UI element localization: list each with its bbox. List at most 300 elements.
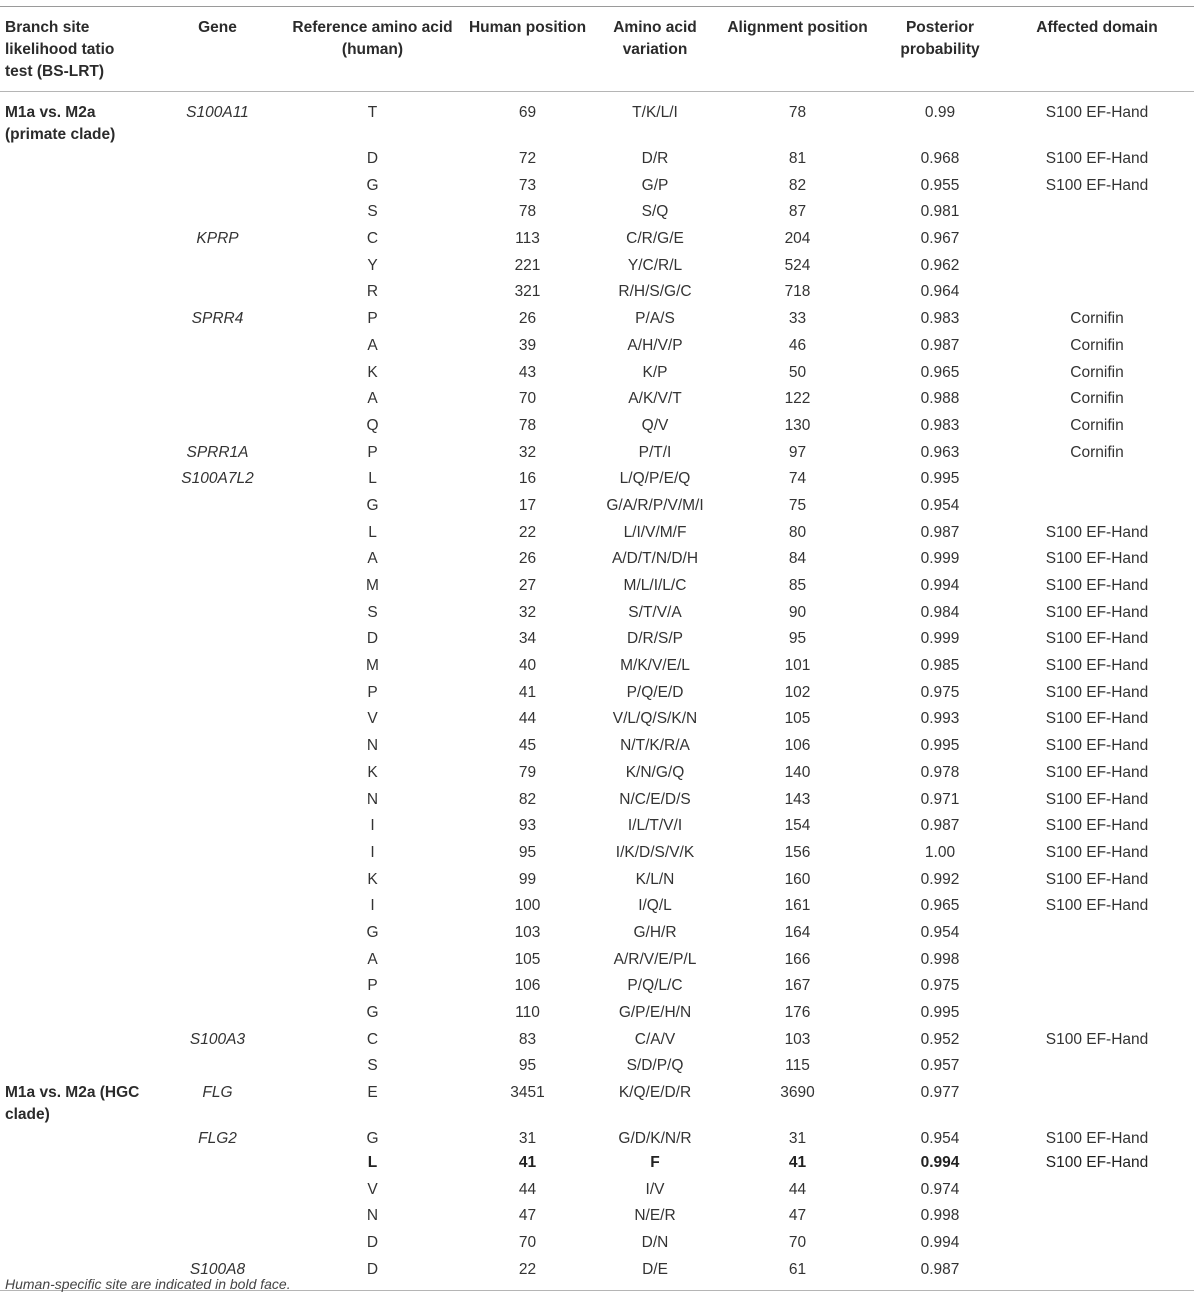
human-position-cell: 99 [518, 870, 537, 888]
posterior-probability-cell: 0.975 [920, 683, 960, 701]
table-row [0, 733, 1194, 760]
bs-lrt-cell [0, 386, 150, 413]
human-position-cell: 45 [518, 737, 537, 755]
affected-domain-cell [1000, 199, 1194, 226]
table-row [0, 466, 1194, 493]
human-position-cell: 79 [518, 763, 537, 781]
amino-acid-variation-cell: K/N/G/Q [625, 763, 685, 781]
amino-acid-variation-cell: T/K/L/I [632, 104, 678, 121]
bs-lrt-cell [0, 306, 150, 333]
reference-amino-acid-cell: V [367, 710, 378, 728]
table-row [0, 973, 1194, 1000]
human-position-cell: 73 [518, 176, 537, 194]
bs-lrt-cell [0, 226, 150, 253]
posterior-probability-cell: 0.975 [920, 977, 960, 995]
human-position-cell: 31 [518, 1130, 537, 1148]
table-row [0, 306, 1194, 333]
bs-lrt-cell [0, 199, 150, 226]
reference-amino-acid-cell: A [367, 390, 378, 408]
bs-lrt-cell [0, 653, 150, 680]
amino-acid-variation-cell: P/T/I [638, 443, 672, 461]
posterior-probability-cell: 0.954 [920, 1130, 960, 1148]
human-position-cell: 32 [518, 603, 537, 621]
gene-cell [150, 413, 285, 440]
posterior-probability-cell: 0.954 [920, 496, 960, 514]
affected-domain-cell: Cornifin [1070, 310, 1124, 328]
table-row [0, 1000, 1194, 1027]
table-row [0, 760, 1194, 787]
alignment-position-cell: 524 [784, 256, 811, 274]
affected-domain-cell [1000, 1080, 1194, 1126]
alignment-position-cell: 90 [788, 603, 807, 621]
gene-cell [150, 840, 285, 867]
reference-amino-acid-cell: I [370, 843, 375, 861]
posterior-probability-cell: 0.992 [920, 870, 960, 888]
bs-lrt-cell [0, 787, 150, 814]
posterior-probability-cell: 0.977 [920, 1084, 960, 1102]
gene-cell [150, 1150, 285, 1177]
table-row [0, 1177, 1194, 1204]
affected-domain-cell: Cornifin [1070, 390, 1124, 408]
table-row [0, 893, 1194, 920]
gene-cell [150, 867, 285, 894]
posterior-probability-cell: 0.968 [920, 150, 960, 167]
human-position-cell: 16 [518, 470, 537, 488]
table-row [0, 92, 1194, 147]
amino-acid-variation-cell: K/P [642, 363, 668, 381]
bs-lrt-cell [0, 440, 150, 467]
affected-domain-cell: S100 EF-Hand [1045, 577, 1149, 594]
human-position-cell: 106 [514, 977, 541, 995]
bs-lrt-cell [0, 1150, 150, 1177]
amino-acid-variation-cell: S/Q [641, 203, 669, 221]
gene-cell [150, 1203, 285, 1230]
gene-cell [150, 680, 285, 707]
header-amino-acid-variation: Amino acid variation [595, 7, 715, 92]
amino-acid-variation-cell: I/V [645, 1180, 665, 1198]
human-position-cell: 100 [514, 897, 541, 915]
posterior-probability-cell: 0.998 [920, 1207, 960, 1225]
affected-domain-cell [1000, 466, 1194, 493]
alignment-position-cell: 140 [784, 763, 811, 781]
amino-acid-variation-cell: V/L/Q/S/K/N [612, 710, 698, 728]
human-position-cell: 22 [518, 523, 537, 541]
bs-lrt-cell [0, 893, 150, 920]
table-row [0, 360, 1194, 387]
posterior-probability-cell: 0.994 [920, 1234, 960, 1252]
gene-cell [150, 733, 285, 760]
amino-acid-variation-cell: K/Q/E/D/R [618, 1084, 692, 1102]
posterior-probability-cell: 0.99 [924, 104, 956, 121]
human-position-cell: 72 [518, 150, 537, 167]
alignment-position-cell: 204 [784, 230, 811, 248]
amino-acid-variation-cell: K/L/N [635, 870, 675, 888]
alignment-position-cell: 154 [784, 817, 811, 835]
reference-amino-acid-cell: A [367, 550, 378, 568]
affected-domain-cell: S100 EF-Hand [1045, 104, 1149, 121]
alignment-position-cell: 97 [788, 443, 807, 461]
table-row [0, 1027, 1194, 1054]
reference-amino-acid-cell: A [367, 336, 378, 354]
bs-lrt-cell [0, 520, 150, 547]
alignment-position-cell: 115 [785, 1057, 810, 1075]
posterior-probability-cell: 0.983 [920, 310, 960, 328]
human-position-cell: 27 [518, 577, 537, 594]
posterior-probability-cell: 0.965 [920, 897, 960, 915]
header-alignment-position: Alignment position [715, 7, 880, 92]
reference-amino-acid-cell: C [366, 230, 379, 248]
amino-acid-variation-cell: G/D/K/N/R [618, 1130, 692, 1148]
alignment-position-cell: 61 [715, 1257, 880, 1290]
posterior-probability-cell: 0.974 [920, 1180, 960, 1198]
reference-amino-acid-cell: R [366, 283, 379, 301]
table-row [0, 520, 1194, 547]
gene-cell [150, 386, 285, 413]
bs-lrt-cell [0, 1053, 150, 1080]
header-bs-lrt: Branch site likelihood tatio test (BS-LRT) [0, 7, 150, 92]
affected-domain-cell [1000, 1230, 1194, 1257]
alignment-position-cell: 33 [788, 310, 807, 328]
affected-domain-cell: S100 EF-Hand [1045, 870, 1149, 888]
gene-cell [150, 600, 285, 627]
posterior-probability-cell: 1.00 [924, 843, 956, 861]
gene-cell: KPRP [196, 230, 239, 248]
gene-cell [150, 199, 285, 226]
posterior-probability-cell: 0.971 [920, 790, 960, 808]
posterior-probability-cell: 0.957 [920, 1057, 960, 1075]
reference-amino-acid-cell: V [367, 1180, 378, 1198]
affected-domain-cell: S100 EF-Hand [1045, 630, 1149, 648]
gene-cell [150, 920, 285, 947]
gene-cell [150, 787, 285, 814]
gene-cell [150, 973, 285, 1000]
amino-acid-variation-cell: M/K/V/E/L [620, 657, 690, 675]
alignment-position-cell: 156 [784, 843, 811, 861]
affected-domain-cell: Cornifin [1070, 443, 1124, 461]
table-row [0, 706, 1194, 733]
bs-lrt-cell: M1a vs. M2a (HGC clade) [5, 1084, 140, 1124]
table-row [0, 1150, 1194, 1177]
bs-lrt-cell [0, 600, 150, 627]
alignment-position-cell: 80 [788, 523, 807, 541]
human-position-cell: 41 [518, 1154, 537, 1172]
reference-amino-acid-cell: L [368, 523, 377, 541]
table-row [0, 813, 1194, 840]
posterior-probability-cell: 0.994 [920, 1154, 960, 1172]
table-row [0, 947, 1194, 974]
posterior-probability-cell: 0.994 [920, 577, 960, 594]
affected-domain-cell [1000, 1000, 1194, 1027]
alignment-position-cell: 143 [784, 790, 811, 808]
amino-acid-variation-cell: Q/V [641, 416, 669, 434]
bs-lrt-cell [0, 947, 150, 974]
amino-acid-variation-cell: I/L/T/V/I [627, 817, 683, 835]
alignment-position-cell: 718 [784, 283, 811, 301]
gene-cell [150, 760, 285, 787]
alignment-position-cell: 101 [784, 657, 811, 675]
reference-amino-acid-cell: C [366, 1030, 379, 1048]
gene-cell: SPRR4 [191, 310, 244, 328]
amino-acid-variation-cell: M/L/I/L/C [623, 577, 687, 594]
posterior-probability-cell: 0.995 [920, 470, 960, 488]
amino-acid-variation-cell: R/H/S/G/C [618, 283, 692, 301]
positive-selection-table [0, 6, 1194, 1291]
alignment-position-cell: 82 [788, 176, 807, 194]
affected-domain-cell: S100 EF-Hand [1045, 1130, 1149, 1148]
alignment-position-cell: 74 [788, 470, 807, 488]
human-position-cell: 113 [515, 230, 540, 248]
alignment-position-cell: 75 [788, 496, 807, 514]
gene-cell [150, 333, 285, 360]
bs-lrt-cell [0, 680, 150, 707]
amino-acid-variation-cell: N/E/R [634, 1207, 676, 1225]
table-row [0, 333, 1194, 360]
bs-lrt-cell [0, 253, 150, 280]
bs-lrt-cell [0, 279, 150, 306]
affected-domain-cell: S100 EF-Hand [1045, 523, 1149, 541]
gene-cell: FLG2 [198, 1130, 237, 1148]
reference-amino-acid-cell: D [366, 150, 379, 167]
human-position-cell: 26 [518, 550, 537, 568]
affected-domain-cell [1000, 947, 1194, 974]
human-position-cell: 43 [518, 363, 537, 381]
amino-acid-variation-cell: A/D/T/N/D/H [611, 550, 699, 568]
table-row [0, 253, 1194, 280]
human-position-cell: 105 [514, 950, 541, 968]
reference-amino-acid-cell: M [366, 657, 379, 675]
alignment-position-cell: 87 [788, 203, 807, 221]
alignment-position-cell: 122 [784, 390, 811, 408]
amino-acid-variation-cell: A/R/V/E/P/L [613, 950, 697, 968]
affected-domain-cell: S100 EF-Hand [1045, 1030, 1149, 1048]
bs-lrt-cell [0, 920, 150, 947]
affected-domain-cell: S100 EF-Hand [1045, 843, 1149, 861]
affected-domain-cell [1000, 279, 1194, 306]
alignment-position-cell: 166 [784, 950, 811, 968]
reference-amino-acid-cell: L [368, 470, 377, 488]
posterior-probability-cell: 0.988 [920, 390, 960, 408]
table-row [0, 1203, 1194, 1230]
posterior-probability-cell: 0.965 [920, 363, 960, 381]
reference-amino-acid-cell: L [367, 1154, 378, 1172]
human-position-cell: 93 [518, 817, 537, 835]
bs-lrt-cell [0, 1203, 150, 1230]
alignment-position-cell: 47 [788, 1207, 807, 1225]
reference-amino-acid-cell: A [367, 950, 378, 968]
posterior-probability-cell: 0.985 [920, 657, 960, 675]
gene-cell [150, 1053, 285, 1080]
header-human-position: Human position [460, 7, 595, 92]
table-row [0, 573, 1194, 600]
amino-acid-variation-cell: N/C/E/D/S [619, 790, 691, 808]
affected-domain-cell: Cornifin [1070, 363, 1124, 381]
reference-amino-acid-cell: K [367, 763, 378, 781]
amino-acid-variation-cell: D/R [641, 150, 669, 167]
alignment-position-cell: 95 [788, 630, 807, 648]
affected-domain-cell: S100 EF-Hand [1045, 897, 1149, 915]
reference-amino-acid-cell: G [366, 1004, 379, 1021]
amino-acid-variation-cell: S/D/P/Q [626, 1057, 684, 1075]
table-row [0, 600, 1194, 627]
human-position-cell: 22 [460, 1257, 595, 1290]
affected-domain-cell [1000, 1257, 1194, 1290]
alignment-position-cell: 84 [788, 550, 807, 568]
alignment-position-cell: 31 [788, 1130, 807, 1148]
reference-amino-acid-cell: N [366, 737, 379, 755]
human-position-cell: 110 [515, 1004, 540, 1021]
reference-amino-acid-cell: P [367, 443, 378, 461]
posterior-probability-cell: 0.981 [920, 203, 960, 221]
affected-domain-cell: S100 EF-Hand [1045, 683, 1149, 701]
bs-lrt-cell [0, 706, 150, 733]
posterior-probability-cell: 0.999 [920, 550, 960, 568]
human-position-cell: 221 [514, 256, 541, 274]
affected-domain-cell: S100 EF-Hand [1045, 176, 1149, 194]
affected-domain-cell: S100 EF-Hand [1045, 550, 1149, 568]
amino-acid-variation-cell: L/Q/P/E/Q [619, 470, 691, 488]
reference-amino-acid-cell: T [367, 104, 378, 121]
human-position-cell: 41 [518, 683, 537, 701]
human-position-cell: 83 [518, 1030, 537, 1048]
header-posterior-probability: Posterior probability [880, 7, 1000, 92]
human-position-cell: 34 [518, 630, 537, 648]
human-position-cell: 44 [518, 710, 537, 728]
amino-acid-variation-cell: F [650, 1154, 660, 1172]
bs-lrt-cell [0, 493, 150, 520]
table-row [0, 653, 1194, 680]
gene-cell [150, 1000, 285, 1027]
gene-cell [150, 653, 285, 680]
bs-lrt-cell [0, 760, 150, 787]
human-position-cell: 78 [518, 203, 537, 221]
amino-acid-variation-cell: I/K/D/S/V/K [615, 843, 695, 861]
human-position-cell: 70 [518, 1234, 537, 1252]
table-row [0, 173, 1194, 200]
table-row [0, 1080, 1194, 1126]
reference-amino-acid-cell: P [367, 683, 378, 701]
reference-amino-acid-cell: M [366, 577, 379, 594]
bs-lrt-cell [0, 1000, 150, 1027]
human-position-cell: 95 [518, 1057, 537, 1075]
reference-amino-acid-cell: I [370, 897, 375, 915]
affected-domain-cell: S100 EF-Hand [1045, 603, 1149, 621]
bs-lrt-cell [0, 867, 150, 894]
alignment-position-cell: 85 [788, 577, 807, 594]
bs-lrt-cell [0, 626, 150, 653]
table-row [0, 867, 1194, 894]
human-position-cell: 3451 [510, 1084, 545, 1102]
bs-lrt-cell [0, 146, 150, 173]
table-row [0, 493, 1194, 520]
gene-cell [150, 573, 285, 600]
table-row [0, 199, 1194, 226]
gene-cell [150, 360, 285, 387]
bs-lrt-cell [0, 466, 150, 493]
reference-amino-acid-cell: Y [367, 256, 378, 274]
bs-lrt-cell [0, 1126, 150, 1150]
table-row [0, 440, 1194, 467]
table-row [0, 146, 1194, 173]
gene-cell [150, 706, 285, 733]
posterior-probability-cell: 0.987 [920, 336, 960, 354]
gene-cell [150, 173, 285, 200]
amino-acid-variation-cell: G/P [641, 176, 669, 194]
table-row [0, 279, 1194, 306]
affected-domain-cell [1000, 493, 1194, 520]
gene-cell [150, 493, 285, 520]
alignment-position-cell: 3690 [780, 1084, 815, 1102]
reference-amino-acid-cell: Q [366, 416, 379, 434]
amino-acid-variation-cell: G/P/E/H/N [618, 1004, 692, 1021]
amino-acid-variation-cell: Y/C/R/L [627, 256, 683, 274]
reference-amino-acid-cell: G [366, 496, 379, 514]
gene-cell [150, 893, 285, 920]
affected-domain-cell [1000, 1203, 1194, 1230]
alignment-position-cell: 160 [784, 870, 811, 888]
bs-lrt-cell [0, 813, 150, 840]
amino-acid-variation-cell: D/R/S/P [627, 630, 683, 648]
table-row [0, 386, 1194, 413]
header-reference-amino-acid: Reference amino acid (human) [285, 7, 460, 92]
reference-amino-acid-cell: G [366, 176, 379, 194]
human-position-cell: 39 [518, 336, 537, 354]
bs-lrt-cell [0, 546, 150, 573]
affected-domain-cell [1000, 253, 1194, 280]
amino-acid-variation-cell: L/I/V/M/F [623, 523, 687, 541]
human-position-cell: 103 [514, 923, 541, 941]
amino-acid-variation-cell: A/H/V/P [627, 336, 683, 354]
alignment-position-cell: 164 [784, 923, 811, 941]
reference-amino-acid-cell: S [367, 1057, 378, 1075]
reference-amino-acid-cell: P [367, 977, 378, 995]
amino-acid-variation-cell: D/E [595, 1257, 715, 1290]
alignment-position-cell: 106 [784, 737, 811, 755]
amino-acid-variation-cell: G/A/R/P/V/M/I [606, 496, 704, 514]
table-row [0, 920, 1194, 947]
human-position-cell: 40 [518, 657, 537, 675]
human-position-cell: 82 [518, 790, 537, 808]
bs-lrt-cell [0, 1027, 150, 1054]
posterior-probability-cell: 0.987 [920, 523, 960, 541]
table-row [0, 546, 1194, 573]
affected-domain-cell: S100 EF-Hand [1045, 763, 1149, 781]
table-row [0, 626, 1194, 653]
human-position-cell: 70 [518, 390, 537, 408]
posterior-probability-cell: 0.978 [920, 763, 960, 781]
alignment-position-cell: 78 [788, 104, 807, 121]
human-position-cell: 78 [518, 416, 537, 434]
header-affected-domain: Affected domain [1000, 7, 1194, 92]
bs-lrt-cell [0, 333, 150, 360]
gene-cell [150, 279, 285, 306]
human-position-cell: 321 [514, 283, 541, 301]
gene-cell [150, 520, 285, 547]
gene-cell: S100A3 [189, 1030, 246, 1048]
alignment-position-cell: 176 [784, 1004, 811, 1021]
bs-lrt-cell [0, 413, 150, 440]
alignment-position-cell: 161 [784, 897, 811, 915]
posterior-probability-cell: 0.962 [920, 256, 960, 274]
amino-acid-variation-cell: A/K/V/T [628, 390, 682, 408]
posterior-probability-cell: 0.993 [920, 710, 960, 728]
posterior-probability-cell: 0.967 [920, 230, 960, 248]
table-row [0, 787, 1194, 814]
posterior-probability-cell: 0.987 [880, 1257, 1000, 1290]
affected-domain-cell: Cornifin [1070, 336, 1124, 354]
reference-amino-acid-cell: N [366, 790, 379, 808]
gene-cell: S100A11 [186, 104, 249, 121]
gene-cell: S100A8 [150, 1257, 285, 1290]
